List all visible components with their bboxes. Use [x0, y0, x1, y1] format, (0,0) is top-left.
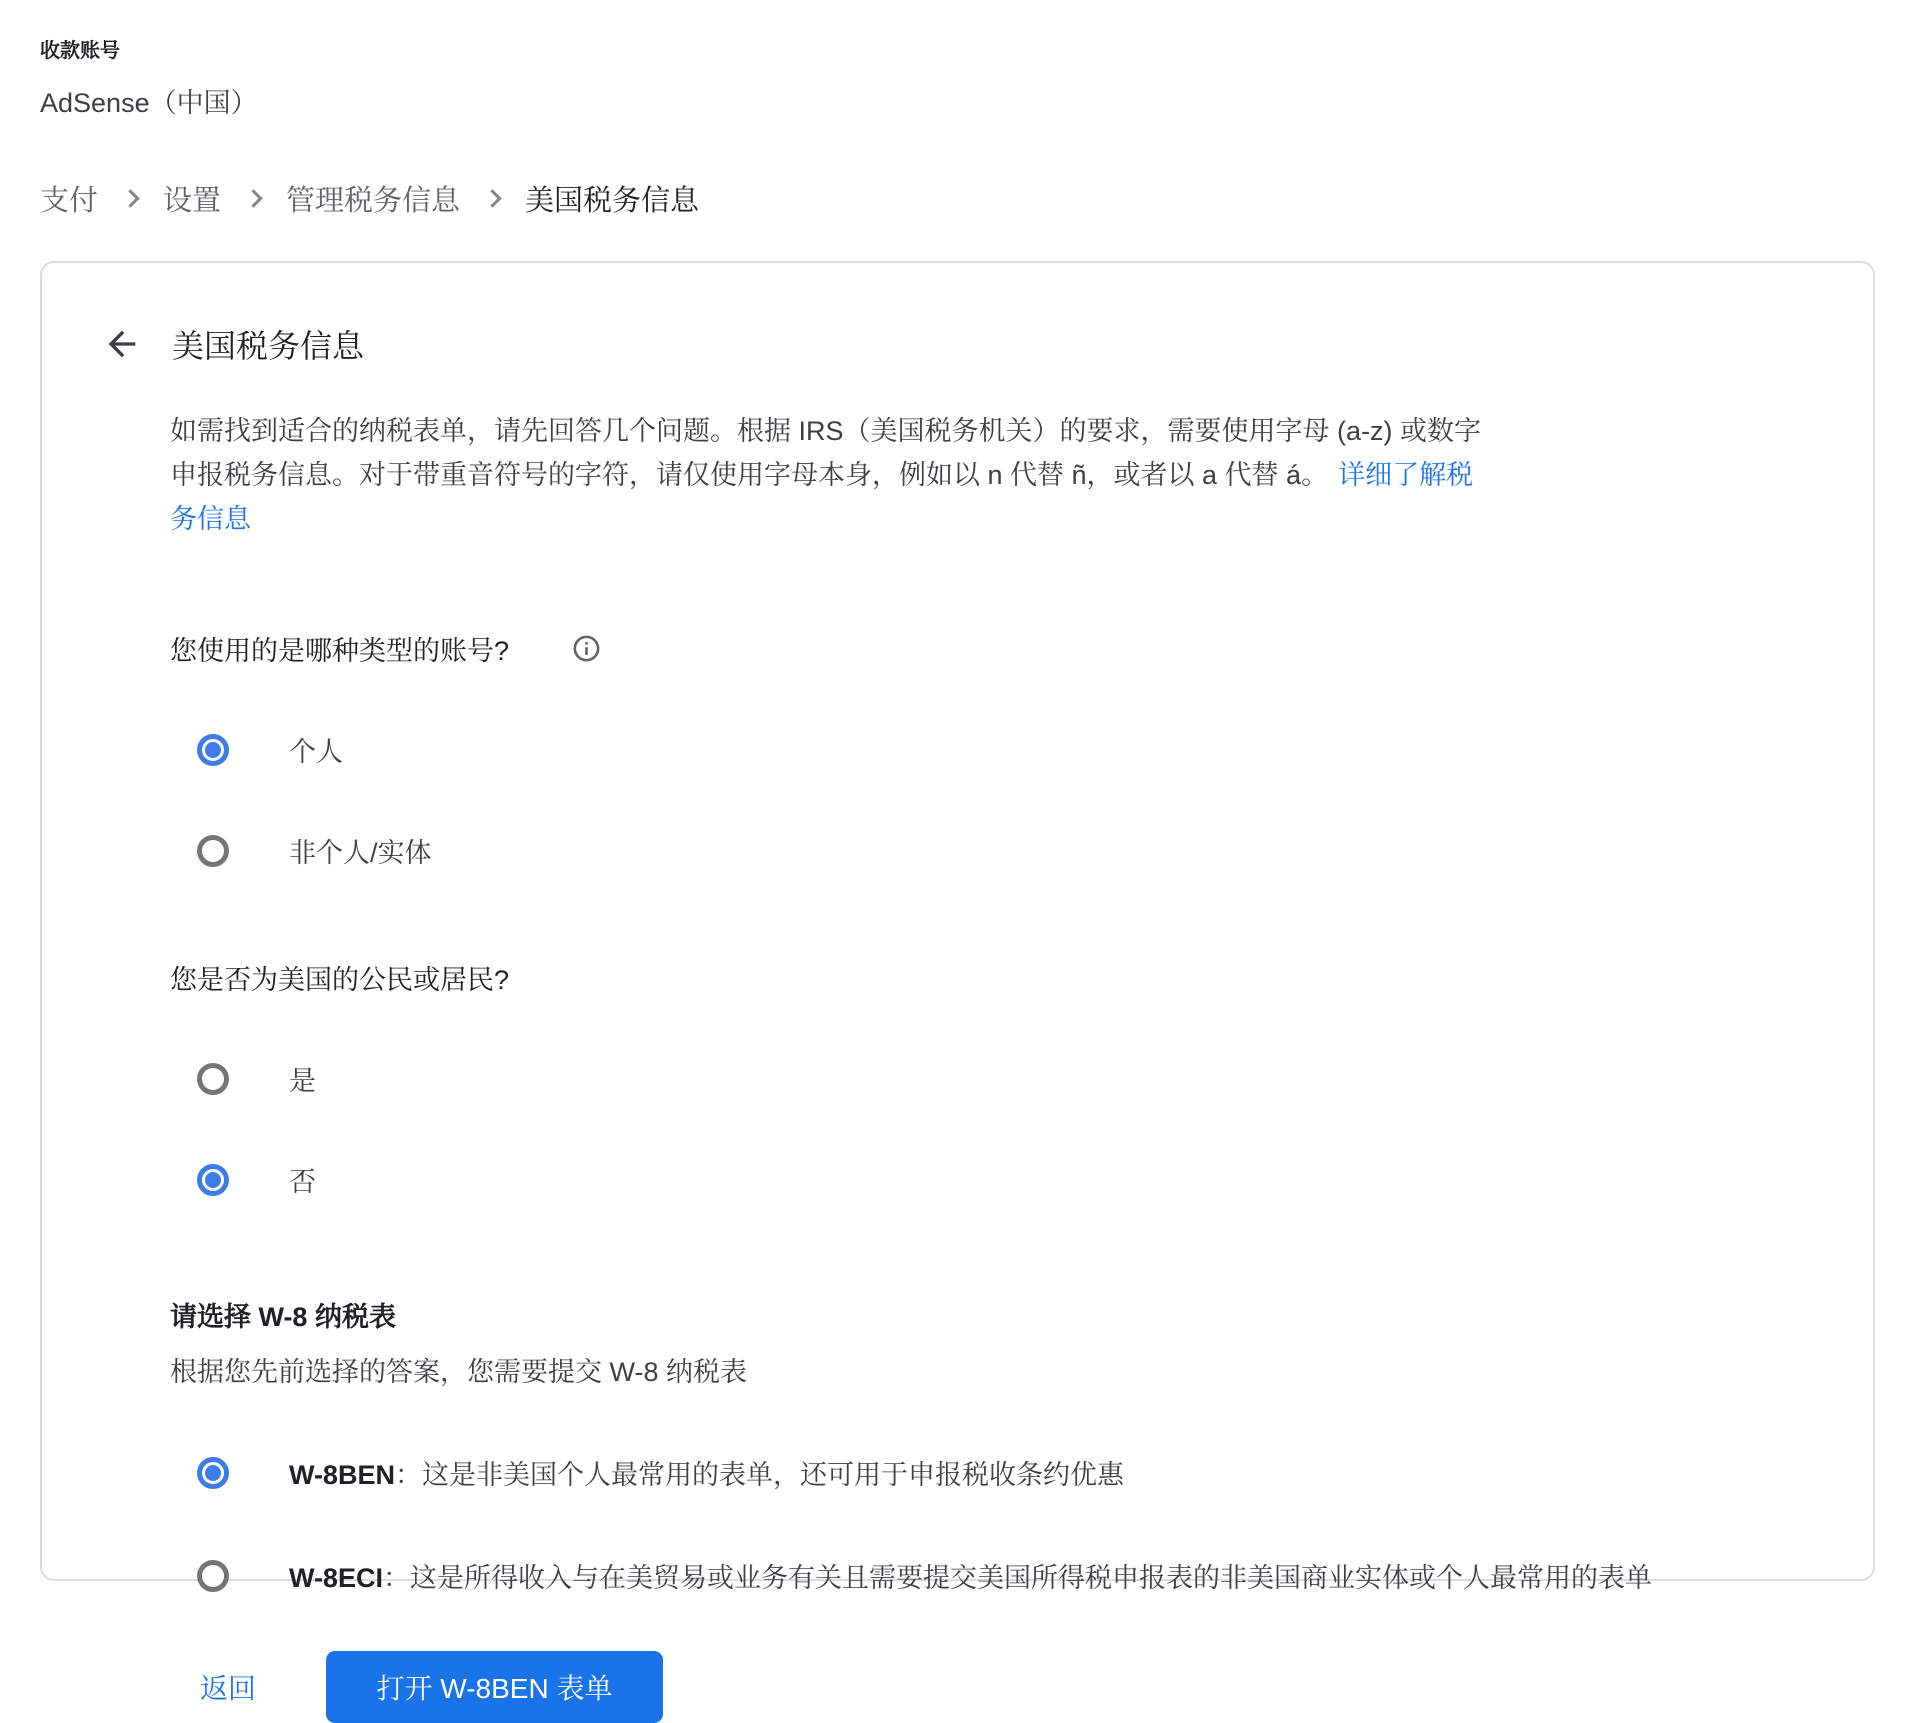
radio-icon[interactable]: [197, 1063, 229, 1095]
radio-option-no[interactable]: [197, 1160, 1873, 1199]
breadcrumb-item-manage-tax-info[interactable]: 管理税务信息: [286, 185, 461, 217]
chevron-right-icon: [483, 189, 501, 207]
breadcrumb-current-us-tax-info: 美国税务信息: [525, 185, 700, 217]
radio-icon[interactable]: [197, 1457, 229, 1489]
w8-section-subheading: 根据您先前选择的答案，您需要提交 W-8 纳税表: [170, 1357, 748, 1387]
page-title: 美国税务信息: [172, 328, 365, 364]
breadcrumb-item-settings[interactable]: 设置: [163, 185, 222, 217]
radio-option-individual-label[interactable]: 个人: [289, 737, 343, 767]
w8eci-description: ：这是所得收入与在美贸易或业务有关且需要提交美国所得税申报表的非美国商业实体或个人最常用的表单: [382, 1563, 1652, 1593]
question-account-type: [170, 629, 1873, 668]
w8-section-heading: 请选择 W-8 纳税表: [170, 1302, 396, 1332]
w8ben-description: ：这是非美国个人最常用的表单，还可用于申报税收条约优惠: [394, 1460, 1124, 1490]
question-account-type-label: 您使用的是哪种类型的账号?: [170, 636, 510, 666]
back-button[interactable]: 返回: [200, 1673, 257, 1704]
breadcrumb: [40, 178, 1876, 219]
radio-option-w8ben[interactable]: [197, 1453, 1873, 1492]
info-icon[interactable]: [571, 633, 602, 664]
chevron-right-icon: [244, 189, 262, 207]
radio-option-no-label[interactable]: 否: [289, 1167, 316, 1197]
question-us-citizen-label: 您是否为美国的公民或居民?: [170, 965, 510, 995]
open-w8ben-form-button[interactable]: 打开 W-8BEN 表单: [326, 1651, 663, 1723]
w8-form-section: [170, 1295, 1873, 1595]
radio-option-w8eci-label[interactable]: [289, 1556, 1652, 1595]
account-label: 收款账号: [40, 40, 120, 62]
us-tax-info-card: [40, 261, 1875, 1704]
intro-text: 如需找到适合的纳税表单，请先回答几个问题。根据 IRS（美国税务机关）的要求，需要使用字母 (a-z) 或数字申报税务信息。对于带重音符号的字符，请仅使用字母本身，例如以 n 代替 ñ，或者以 a 代替 á。: [170, 416, 1482, 490]
intro-paragraph: [170, 409, 1500, 541]
radio-option-yes-label[interactable]: 是: [289, 1066, 316, 1096]
radio-icon[interactable]: [197, 1164, 229, 1196]
radio-option-yes[interactable]: [197, 1059, 1873, 1098]
radio-icon[interactable]: [197, 1560, 229, 1592]
account-value: AdSense（中国）: [40, 88, 258, 118]
radio-option-non-individual-entity[interactable]: [197, 831, 1873, 870]
w8eci-name: W-8ECI: [289, 1563, 383, 1593]
question-us-citizen: [170, 958, 1873, 997]
radio-option-individual[interactable]: [197, 730, 1873, 769]
learn-more-tax-info-link[interactable]: 详细了解税务信息: [170, 460, 1474, 534]
radio-option-non-individual-entity-label[interactable]: 非个人/实体: [289, 838, 432, 868]
chevron-right-icon: [121, 189, 139, 207]
radio-option-w8eci[interactable]: [197, 1556, 1873, 1595]
card-content: [42, 409, 1873, 1723]
back-arrow-icon[interactable]: [102, 324, 142, 364]
breadcrumb-item-payments[interactable]: 支付: [40, 185, 99, 217]
w8ben-name: W-8BEN: [289, 1460, 395, 1490]
radio-option-w8ben-label[interactable]: [289, 1453, 1124, 1492]
card-header: [42, 321, 1873, 367]
radio-icon[interactable]: [197, 835, 229, 867]
actions-row: [200, 1651, 1873, 1723]
radio-icon[interactable]: [197, 734, 229, 766]
